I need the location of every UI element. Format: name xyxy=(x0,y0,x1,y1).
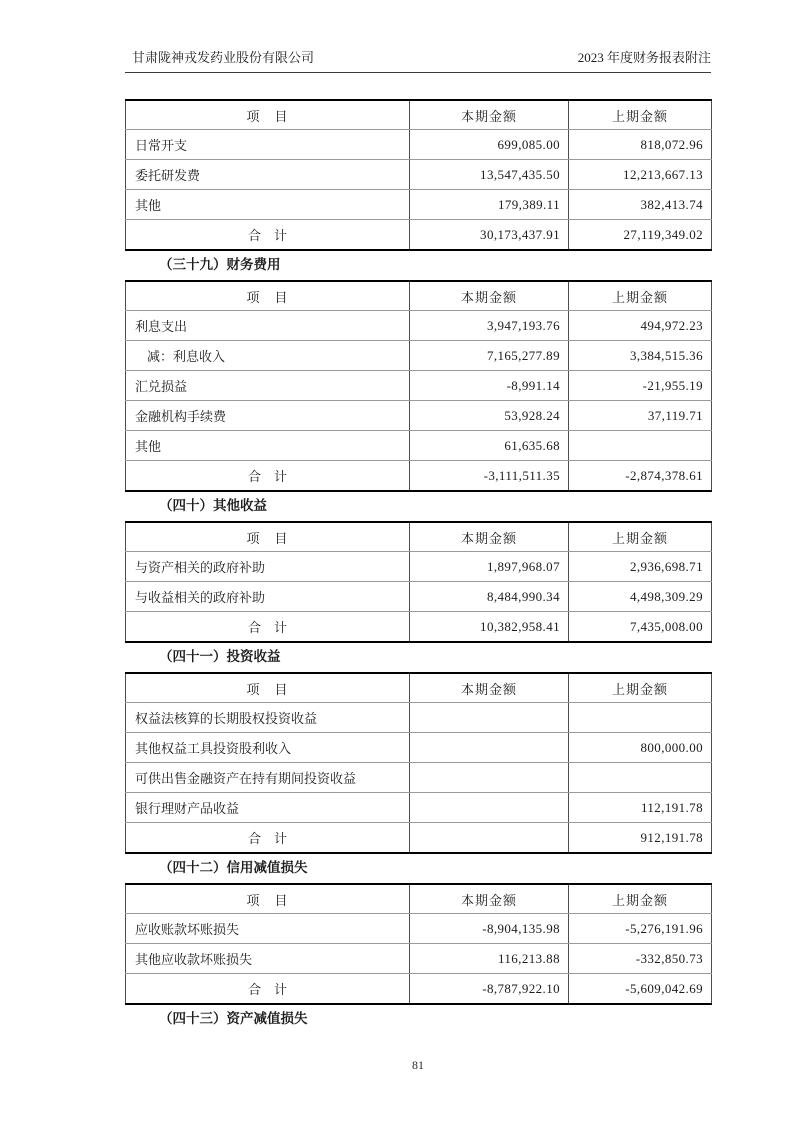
table-row xyxy=(126,914,712,944)
table-row xyxy=(126,944,712,974)
item-cell: 委托研发费 xyxy=(126,160,410,190)
table-row xyxy=(126,220,712,251)
prior-amount-cell: 494,972.23 xyxy=(569,311,712,341)
column-header-current: 本期金额 xyxy=(410,673,569,703)
current-amount-cell xyxy=(410,763,569,793)
current-amount-cell: 53,928.24 xyxy=(410,401,569,431)
item-cell: 与收益相关的政府补助 xyxy=(126,582,410,612)
financial-table xyxy=(125,521,712,643)
current-amount-cell: 7,165,277.89 xyxy=(410,341,569,371)
table-row xyxy=(126,763,712,793)
current-amount-cell: -8,904,135.98 xyxy=(410,914,569,944)
current-amount-cell: -3,111,511.35 xyxy=(410,461,569,492)
item-cell: 其他 xyxy=(126,431,410,461)
current-amount-cell: -8,787,922.10 xyxy=(410,974,569,1005)
prior-amount-cell: -5,609,042.69 xyxy=(569,974,712,1005)
prior-amount-cell: 112,191.78 xyxy=(569,793,712,823)
table-header-row xyxy=(126,522,712,552)
table-row xyxy=(126,823,712,854)
table-row xyxy=(126,793,712,823)
section-heading: （四十一）投资收益 xyxy=(159,649,281,664)
current-amount-cell: 699,085.00 xyxy=(410,130,569,160)
table-row xyxy=(126,190,712,220)
table-row xyxy=(126,974,712,1005)
report-content xyxy=(125,99,711,1034)
column-header-current: 本期金额 xyxy=(410,522,569,552)
column-header-item: 项 目 xyxy=(126,884,410,914)
item-cell: 汇兑损益 xyxy=(126,371,410,401)
prior-amount-cell xyxy=(569,763,712,793)
column-header-item: 项 目 xyxy=(126,100,410,130)
prior-amount-cell: 3,384,515.36 xyxy=(569,341,712,371)
prior-amount-cell: 12,213,667.13 xyxy=(569,160,712,190)
item-cell: 合 计 xyxy=(126,823,410,854)
page-header xyxy=(125,50,711,73)
current-amount-cell: 116,213.88 xyxy=(410,944,569,974)
table-header-row xyxy=(126,884,712,914)
item-cell: 权益法核算的长期股权投资收益 xyxy=(126,703,410,733)
table-row xyxy=(126,311,712,341)
prior-amount-cell xyxy=(569,703,712,733)
financial-table xyxy=(125,280,712,492)
item-cell: 可供出售金融资产在持有期间投资收益 xyxy=(126,763,410,793)
item-cell: 合 计 xyxy=(126,461,410,492)
current-amount-cell: 13,547,435.50 xyxy=(410,160,569,190)
item-cell: 金融机构手续费 xyxy=(126,401,410,431)
current-amount-cell: 10,382,958.41 xyxy=(410,612,569,643)
table-header-row xyxy=(126,100,712,130)
financial-table xyxy=(125,672,712,854)
column-header-prior: 上期金额 xyxy=(569,884,712,914)
current-amount-cell: 8,484,990.34 xyxy=(410,582,569,612)
column-header-item: 项 目 xyxy=(126,522,410,552)
item-cell: 其他应收款坏账损失 xyxy=(126,944,410,974)
item-cell: 减：利息收入 xyxy=(126,341,410,371)
current-amount-cell: 61,635.68 xyxy=(410,431,569,461)
column-header-prior: 上期金额 xyxy=(569,673,712,703)
table-row xyxy=(126,461,712,492)
table-row xyxy=(126,160,712,190)
table-header-row xyxy=(126,281,712,311)
prior-amount-cell: -5,276,191.96 xyxy=(569,914,712,944)
current-amount-cell: 3,947,193.76 xyxy=(410,311,569,341)
prior-amount-cell: -21,955.19 xyxy=(569,371,712,401)
column-header-current: 本期金额 xyxy=(410,884,569,914)
table-row xyxy=(126,703,712,733)
table-row xyxy=(126,401,712,431)
table-row xyxy=(126,552,712,582)
table-row xyxy=(126,341,712,371)
item-cell: 利息支出 xyxy=(126,311,410,341)
prior-amount-cell: 7,435,008.00 xyxy=(569,612,712,643)
table-row xyxy=(126,582,712,612)
prior-amount-cell: 4,498,309.29 xyxy=(569,582,712,612)
prior-amount-cell: -332,850.73 xyxy=(569,944,712,974)
item-cell: 其他 xyxy=(126,190,410,220)
table-row xyxy=(126,612,712,643)
current-amount-cell: -8,991.14 xyxy=(410,371,569,401)
column-header-item: 项 目 xyxy=(126,281,410,311)
prior-amount-cell: 2,936,698.71 xyxy=(569,552,712,582)
section-heading: （四十二）信用减值损失 xyxy=(159,860,308,875)
current-amount-cell xyxy=(410,823,569,854)
column-header-item: 项 目 xyxy=(126,673,410,703)
financial-table xyxy=(125,883,712,1005)
prior-amount-cell xyxy=(569,431,712,461)
prior-amount-cell: 800,000.00 xyxy=(569,733,712,763)
current-amount-cell: 179,389.11 xyxy=(410,190,569,220)
prior-amount-cell: 37,119.71 xyxy=(569,401,712,431)
table-row xyxy=(126,733,712,763)
item-cell: 与资产相关的政府补助 xyxy=(126,552,410,582)
current-amount-cell: 1,897,968.07 xyxy=(410,552,569,582)
current-amount-cell xyxy=(410,793,569,823)
column-header-prior: 上期金额 xyxy=(569,100,712,130)
item-cell: 其他权益工具投资股利收入 xyxy=(126,733,410,763)
table-header-row xyxy=(126,673,712,703)
doc-title: 2023 年度财务报表附注 xyxy=(577,50,711,65)
table-row xyxy=(126,431,712,461)
column-header-current: 本期金额 xyxy=(410,100,569,130)
company-name: 甘肃陇神戎发药业股份有限公司 xyxy=(132,50,315,65)
column-header-current: 本期金额 xyxy=(410,281,569,311)
item-cell: 合 计 xyxy=(126,220,410,251)
section-heading: （四十）其他收益 xyxy=(159,498,267,513)
item-cell: 日常开支 xyxy=(126,130,410,160)
item-cell: 合 计 xyxy=(126,974,410,1005)
financial-table xyxy=(125,99,712,251)
section-heading: （三十九）财务费用 xyxy=(159,257,281,272)
prior-amount-cell: 27,119,349.02 xyxy=(569,220,712,251)
page-number: 81 xyxy=(412,1058,424,1072)
column-header-prior: 上期金额 xyxy=(569,522,712,552)
item-cell: 银行理财产品收益 xyxy=(126,793,410,823)
prior-amount-cell: 382,413.74 xyxy=(569,190,712,220)
section-heading: （四十三）资产减值损失 xyxy=(159,1011,308,1026)
prior-amount-cell: 912,191.78 xyxy=(569,823,712,854)
table-row xyxy=(126,130,712,160)
prior-amount-cell: -2,874,378.61 xyxy=(569,461,712,492)
prior-amount-cell: 818,072.96 xyxy=(569,130,712,160)
current-amount-cell xyxy=(410,733,569,763)
item-cell: 合 计 xyxy=(126,612,410,643)
item-cell: 应收账款坏账损失 xyxy=(126,914,410,944)
table-row xyxy=(126,371,712,401)
column-header-prior: 上期金额 xyxy=(569,281,712,311)
current-amount-cell: 30,173,437.91 xyxy=(410,220,569,251)
current-amount-cell xyxy=(410,703,569,733)
